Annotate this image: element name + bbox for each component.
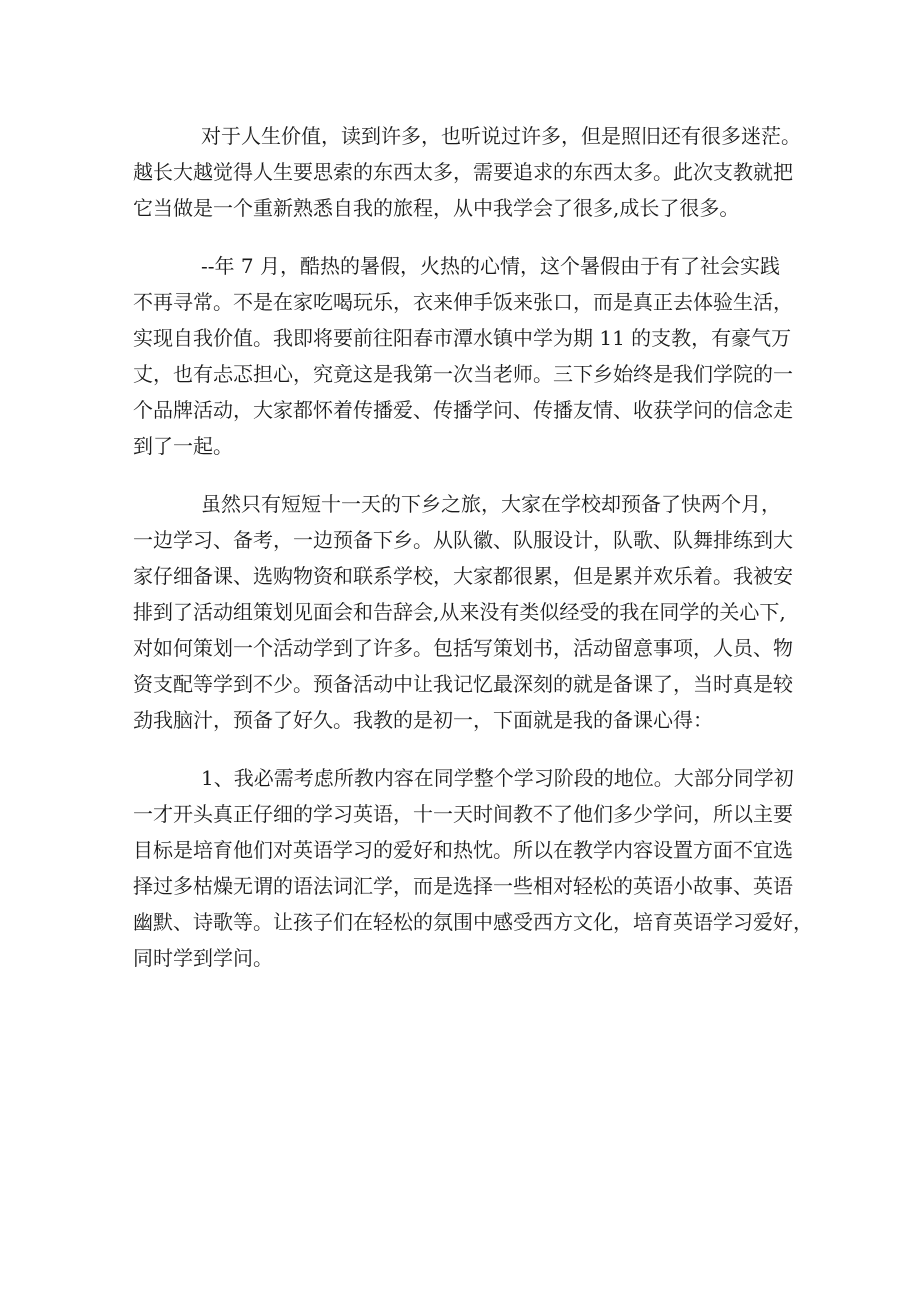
paragraph-4 (133, 760, 813, 976)
paragraph-line: 实现自我价值。我即将要前往阳春市潭水镇中学为期 11 的支教，有豪气万 (133, 326, 792, 350)
paragraph-line: 越长大越觉得人生要思索的东西太多，需要追求的东西太多。此次支教就把 (133, 160, 793, 184)
paragraph-line: 对如何策划一个活动学到了许多。包括写策划书，活动留意事项，人员、物 (133, 636, 793, 660)
paragraph-line: 到了一起。 (133, 434, 233, 458)
paragraph-line: 1、我必需考虑所教内容在同学整个学习阶段的地位。大部分同学初 (201, 766, 794, 790)
paragraph-line: 同时学到学问。 (133, 946, 273, 970)
paragraph-1 (133, 118, 813, 226)
paragraph-line: 虽然只有短短十一天的下乡之旅，大家在学校却预备了快两个月， (201, 492, 781, 516)
paragraph-line: 它当做是一个重新熟悉自我的旅程，从中我学会了很多,成长了很多。 (133, 196, 740, 220)
paragraph-line: 对于人生价值，读到许多，也听说过许多，但是照旧还有很多迷茫。 (201, 124, 801, 148)
paragraph-line: --年 7 月，酷热的暑假，火热的心情，这个暑假由于有了社会实践 (201, 254, 780, 278)
paragraph-3 (133, 486, 813, 738)
paragraph-line: 目标是培育他们对英语学习的爱好和热忱。所以在教学内容设置方面不宜选 (133, 838, 793, 862)
paragraph-line: 排到了活动组策划见面会和告辞会,从来没有类似经受的我在同学的关心下, (133, 600, 786, 624)
paragraph-line: 个品牌活动，大家都怀着传播爱、传播学问、传播友情、收获学问的信念走 (133, 398, 793, 422)
paragraph-line: 幽默、诗歌等。让孩子们在轻松的氛围中感受西方文化，培育英语学习爱好， (133, 910, 813, 934)
paragraph-line: 不再寻常。不是在家吃喝玩乐，衣来伸手饭来张口，而是真正去体验生活， (133, 290, 793, 314)
paragraph-line: 丈，也有忐忑担心，究竟这是我第一次当老师。三下乡始终是我们学院的一 (133, 362, 793, 386)
paragraph-line: 家仔细备课、选购物资和联系学校，大家都很累，但是累并欢乐着。我被安 (133, 564, 793, 588)
paragraph-line: 一才开头真正仔细的学习英语，十一天时间教不了他们多少学问，所以主要 (133, 802, 793, 826)
document-body (133, 118, 813, 998)
paragraph-line: 择过多枯燥无谓的语法词汇学，而是选择一些相对轻松的英语小故事、英语 (133, 874, 793, 898)
paragraph-line: 一边学习、备考，一边预备下乡。从队徽、队服设计，队歌、队舞排练到大 (133, 528, 793, 552)
paragraph-line: 劲我脑汁，预备了好久。我教的是初一，下面就是我的备课心得： (133, 708, 713, 732)
paragraph-2 (133, 248, 813, 464)
paragraph-line: 资支配等学到不少。预备活动中让我记忆最深刻的就是备课了，当时真是较 (133, 672, 793, 696)
